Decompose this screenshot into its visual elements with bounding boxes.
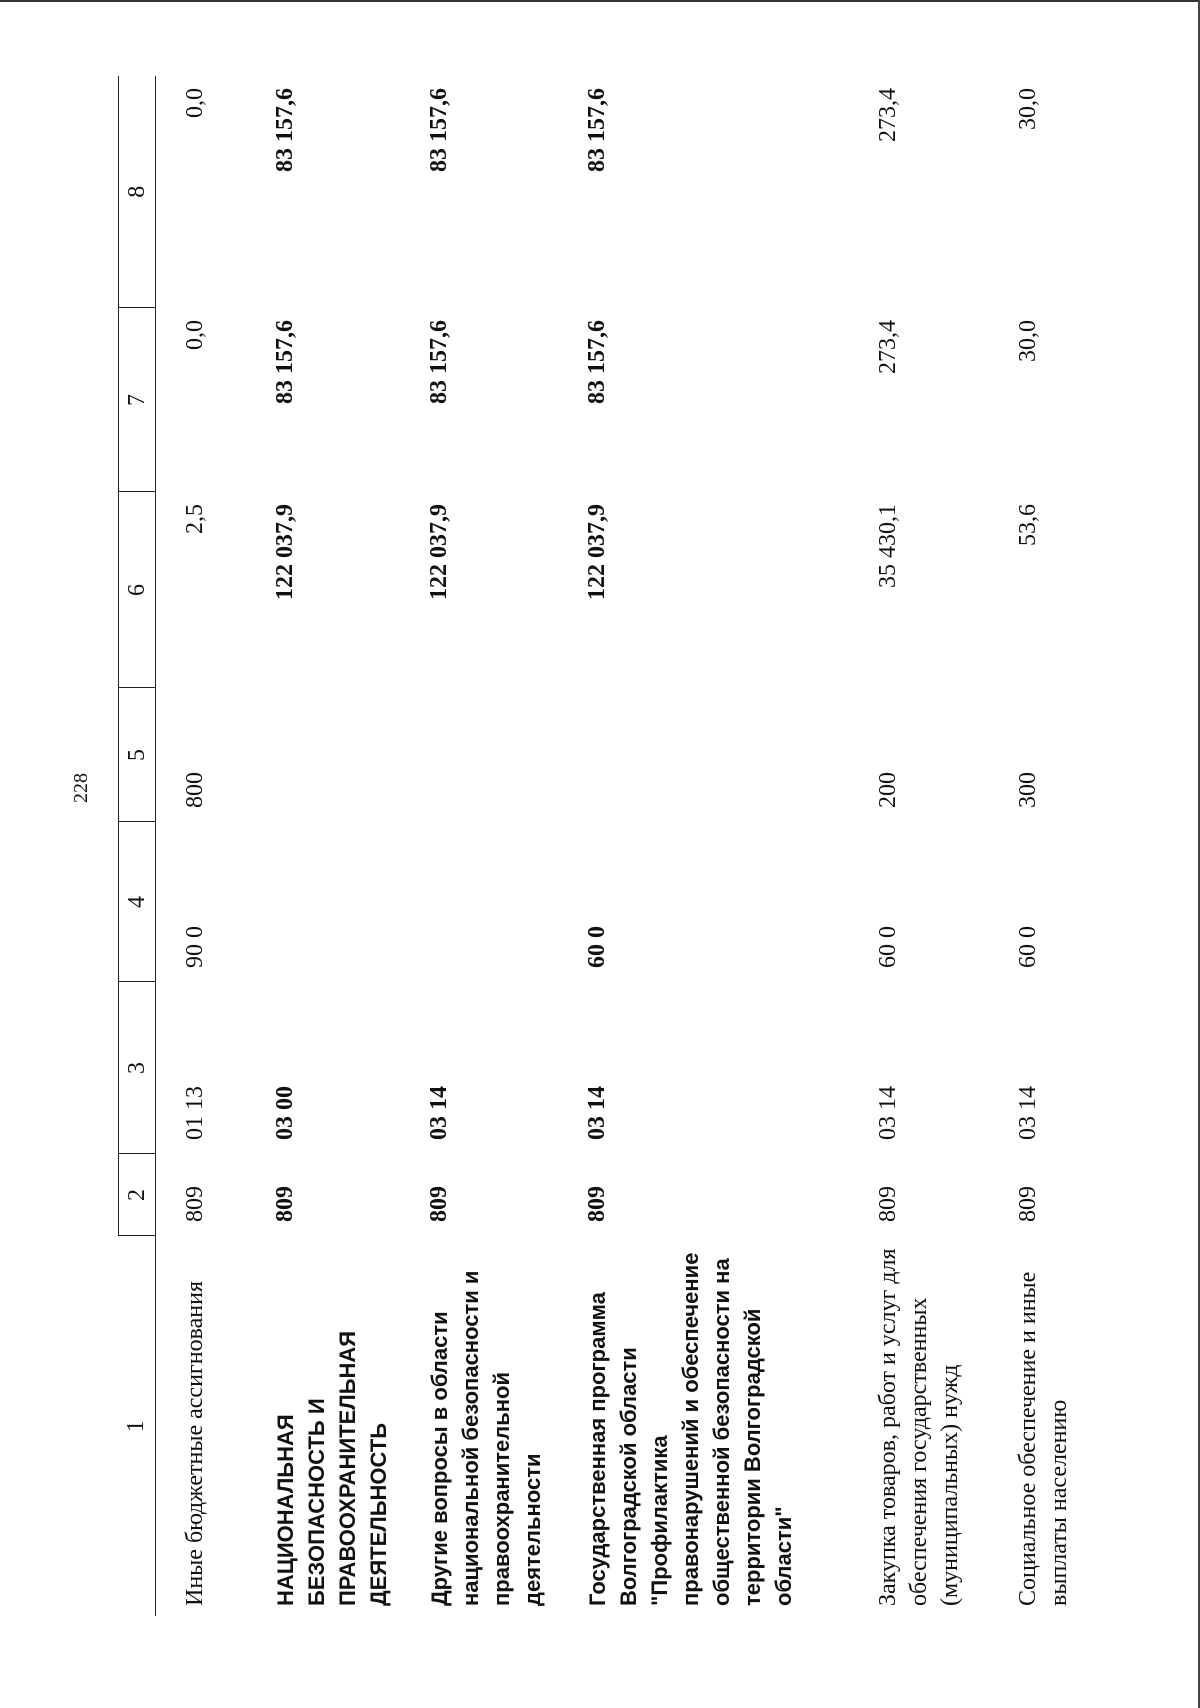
- column-header: 4: [119, 822, 156, 982]
- cell-expense-type: 800: [182, 772, 208, 808]
- column-header: 5: [119, 688, 156, 822]
- cell-amount-2: 83 157,6: [584, 320, 610, 404]
- cell-amount-2: 0,0: [182, 320, 208, 350]
- table-row: [156, 76, 249, 1616]
- row-name: Государственная программа Волгоградской области "Профилактика правонарушений и обеспечение общественной безопасности на территории Волгоградской области": [585, 1252, 796, 1606]
- cell-section: 03 14: [426, 1086, 452, 1140]
- cell-amount-2: 83 157,6: [272, 320, 298, 404]
- table-row: [404, 76, 564, 1616]
- cell-amount-3: 0,0: [182, 88, 208, 118]
- cell-ministry: 809: [272, 1186, 298, 1222]
- cell-ministry: 809: [426, 1186, 452, 1222]
- cell-amount-1: 122 037,9: [584, 504, 610, 600]
- cell-ministry: 809: [1015, 1186, 1041, 1222]
- cell-target: 60 0: [584, 926, 610, 968]
- cell-amount-1: 122 037,9: [272, 504, 298, 600]
- cell-section: 01 13: [182, 1086, 208, 1140]
- column-header: 1: [123, 1420, 150, 1433]
- cell-amount-3: 83 157,6: [584, 88, 610, 172]
- cell-target: 60 0: [1015, 926, 1041, 968]
- table-row: [857, 76, 997, 1616]
- cell-target: 60 0: [875, 926, 901, 968]
- cell-amount-1: 35 430,1: [875, 504, 901, 588]
- cell-amount-1: 122 037,9: [426, 504, 452, 600]
- budget-table: [118, 76, 1083, 1616]
- cell-amount-3: 30,0: [1015, 88, 1041, 130]
- cell-amount-3: 273,4: [875, 88, 901, 142]
- cell-ministry: 809: [875, 1186, 901, 1222]
- cell-section: 03 14: [875, 1086, 901, 1140]
- cell-ministry: 809: [182, 1186, 208, 1222]
- cell-ministry: 809: [584, 1186, 610, 1222]
- row-name: Другие вопросы в области национальной безопасности и правоохранительной деятельности: [427, 1270, 545, 1606]
- table-row: [564, 76, 857, 1616]
- cell-target: [248, 822, 404, 982]
- table-row: [997, 76, 1083, 1616]
- table-header-row: [119, 76, 156, 1616]
- row-name: НАЦИОНАЛЬНАЯ БЕЗОПАСНОСТЬ И ПРАВООХРАНИТЕЛЬНАЯ ДЕЯТЕЛЬНОСТЬ: [273, 1330, 391, 1606]
- cell-expense-type: 300: [1015, 772, 1041, 808]
- column-header: 2: [119, 1154, 156, 1236]
- table-row: [248, 76, 404, 1616]
- page-number: 228: [70, 773, 92, 803]
- column-header: 7: [119, 308, 156, 492]
- cell-amount-2: 30,0: [1015, 320, 1041, 362]
- cell-expense-type: [404, 688, 564, 822]
- cell-section: 03 14: [1015, 1086, 1041, 1140]
- column-header: 3: [119, 982, 156, 1154]
- cell-amount-3: 83 157,6: [426, 88, 452, 172]
- cell-expense-type: 200: [875, 772, 901, 808]
- cell-expense-type: [248, 688, 404, 822]
- cell-section: 03 14: [584, 1086, 610, 1140]
- cell-target: 90 0: [182, 926, 208, 968]
- cell-section: 03 00: [272, 1086, 298, 1140]
- cell-amount-1: 53,6: [1015, 504, 1041, 546]
- cell-expense-type: [564, 688, 857, 822]
- row-name: Закупка товаров, работ и услуг для обеспечения государственных (муниципальных) нужд: [875, 1248, 963, 1606]
- cell-amount-2: 83 157,6: [426, 320, 452, 404]
- cell-amount-1: 2,5: [182, 504, 208, 534]
- cell-amount-2: 273,4: [875, 320, 901, 374]
- column-header: 8: [119, 76, 156, 308]
- column-header: 6: [119, 492, 156, 688]
- row-name: Социальное обеспечение и иные выплаты населению: [1015, 1271, 1072, 1606]
- cell-amount-3: 83 157,6: [272, 88, 298, 172]
- cell-target: [404, 822, 564, 982]
- row-name: Иные бюджетные ассигнования: [182, 1281, 208, 1606]
